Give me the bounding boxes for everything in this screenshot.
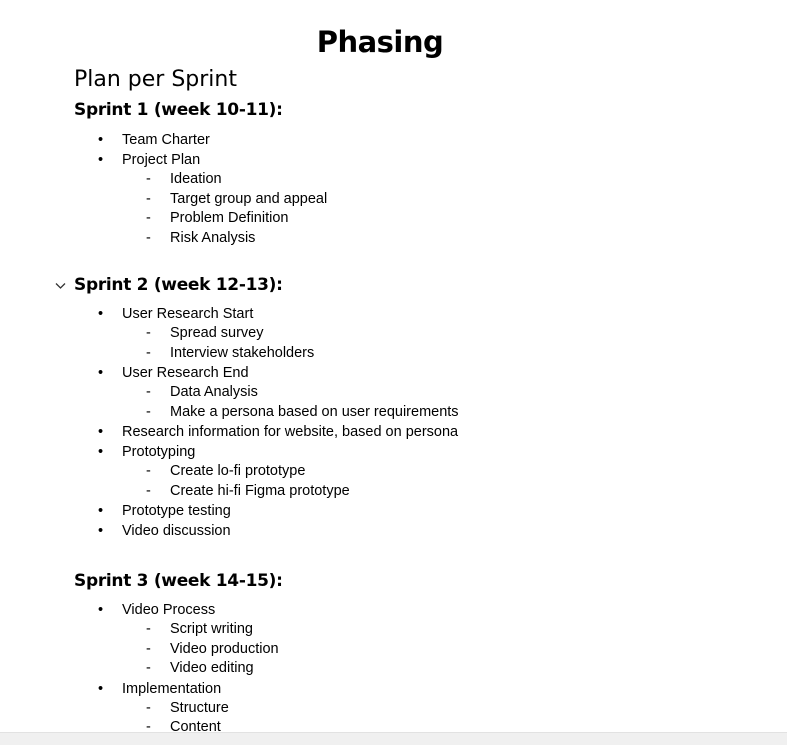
sprint-1-heading: Sprint 1 (week 10-11):	[74, 100, 283, 120]
page-title: Phasing	[316, 25, 444, 59]
list-item-label: User Research Start	[122, 306, 254, 322]
sprint-2-list	[74, 304, 459, 541]
sub-list	[122, 170, 327, 248]
sprint-1-list	[74, 130, 327, 248]
list-item-label: Implementation	[122, 680, 222, 697]
list-item-label: Prototype testing	[122, 503, 231, 519]
horizontal-scrollbar[interactable]	[0, 732, 787, 745]
list-item	[74, 521, 459, 541]
list-item	[74, 442, 459, 501]
list-item-label: Prototyping	[122, 444, 196, 460]
list-item	[74, 679, 279, 733]
sprint-3-heading: Sprint 3 (week 14-15):	[74, 571, 283, 591]
list-item	[74, 600, 279, 679]
list-item	[74, 501, 459, 521]
list-item-label: Research information for website, based on persona	[122, 424, 459, 440]
sub-list	[122, 383, 459, 422]
sub-list-item: - Script writing	[122, 620, 279, 640]
sub-list-item: - Structure	[122, 699, 279, 719]
sub-list-item: - Data Analysis	[122, 383, 459, 403]
list-item	[74, 150, 327, 248]
sub-list-item: - Video editing	[122, 659, 279, 679]
sprint-3-list	[74, 600, 279, 732]
sub-list-item: - Spread survey	[122, 324, 459, 344]
list-item	[74, 130, 327, 150]
sub-list-item: - Create hi-fi Figma prototype	[122, 482, 459, 502]
sub-list-item: - Content	[122, 718, 279, 732]
sprint-2-heading: Sprint 2 (week 12-13):	[74, 275, 283, 295]
list-item-label: Video discussion	[122, 523, 231, 539]
sub-list-item: - Video production	[122, 640, 279, 660]
sub-list-item: - Interview stakeholders	[122, 344, 459, 364]
sub-list-item: - Problem Definition	[122, 209, 327, 229]
sub-list-item: - Risk Analysis	[122, 229, 327, 249]
sub-list	[122, 620, 279, 679]
sub-list-item: - Create lo-fi prototype	[122, 462, 459, 482]
sub-list	[122, 699, 279, 733]
sub-list-item: - Ideation	[122, 170, 327, 190]
list-item	[74, 363, 459, 422]
sub-list	[122, 324, 459, 363]
list-item	[74, 422, 459, 442]
chevron-down-icon[interactable]	[55, 279, 66, 293]
sub-list	[122, 462, 459, 501]
list-item-label: User Research End	[122, 365, 249, 381]
sub-list-item: - Make a persona based on user requirements	[122, 403, 459, 423]
list-item	[74, 304, 459, 363]
list-item-label: Video Process	[122, 602, 216, 618]
sub-list-item: - Target group and appeal	[122, 190, 327, 210]
list-item-label: Team Charter	[122, 132, 210, 148]
list-item-label: Project Plan	[122, 152, 201, 168]
page-subtitle: Plan per Sprint	[74, 67, 237, 92]
